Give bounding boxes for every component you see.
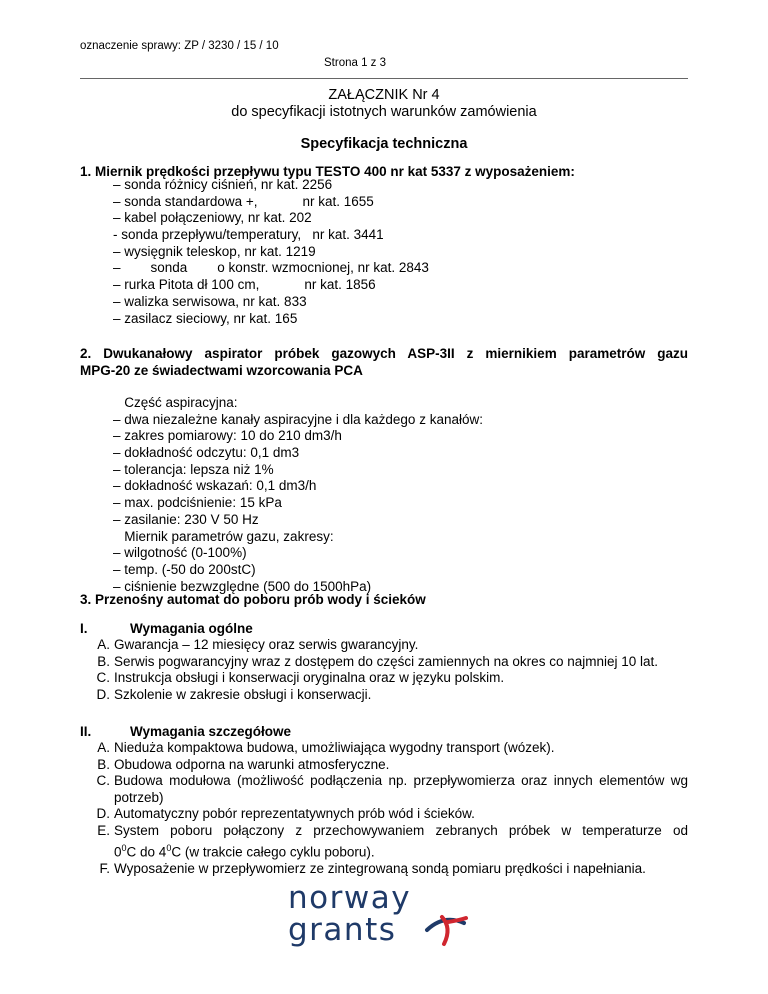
- list-item: – sonda standardowa +, nr kat. 1655: [113, 193, 374, 209]
- list-item: – ciśnienie bezwzględne (500 do 1500hPa): [113, 578, 372, 594]
- list-item: – wilgotność (0-100%): [113, 545, 247, 561]
- list-item: – zakres pomiarowy: 10 do 210 dm3/h: [113, 428, 342, 444]
- item-letter: F.: [99, 860, 110, 876]
- list-item: – dwa niezależne kanały aspiracyjne i dla każdego z kanałów:: [113, 411, 483, 427]
- degree-superscript: 0: [121, 842, 127, 853]
- item-letter: B.: [97, 756, 110, 772]
- item-letter: C.: [96, 773, 110, 789]
- item-text: Nieduża kompaktowa budowa, umożliwiająca wygodny transport (wózek).: [114, 740, 555, 755]
- list-item: Część aspiracyjna:: [113, 395, 238, 410]
- temperature-end-text: C (w trakcie całego cyklu poboru).: [171, 844, 375, 860]
- degree-superscript: 0: [166, 842, 172, 853]
- list-item: – sonda różnicy ciśnień, nr kat. 2256: [113, 177, 333, 192]
- list-item: [80, 654, 688, 671]
- list-item: [80, 687, 688, 704]
- list-item: [80, 740, 688, 757]
- list-item: – dokładność wskazań: 0,1 dm3/h: [113, 478, 317, 494]
- list-item: [80, 806, 688, 823]
- list-item: – dokładność odczytu: 0,1 dm3: [113, 445, 300, 461]
- list-item: [80, 670, 688, 687]
- list-item: – rurka Pitota dł 100 cm, nr kat. 1856: [113, 277, 376, 293]
- logo-red-swoosh: [442, 917, 466, 944]
- item-letter: A.: [97, 740, 110, 755]
- item-letter: D.: [96, 806, 110, 822]
- list-item: – temp. (-50 do 200stC): [113, 561, 256, 577]
- list-item: – max. podciśnienie: 15 kPa: [113, 495, 282, 511]
- item-text: Gwarancja – 12 miesięcy oraz serwis gwarancyjny.: [114, 637, 419, 652]
- list-item: – wysięgnik teleskop, nr kat. 1219: [113, 243, 316, 259]
- item-text: Wyposażenie w przepływomierz ze zintegrowaną sondą pomiaru prędkości i napełniania.: [114, 860, 646, 876]
- list-item: [80, 637, 688, 654]
- list-item: – zasilacz sieciowy, nr kat. 165: [113, 310, 298, 326]
- logo-mark-icon: [427, 917, 466, 944]
- section-2-heading-line-2: MPG-20 ze świadectwami wzorcowania PCA: [80, 363, 363, 378]
- item-text: Serwis pogwarancyjny wraz z dostępem do części zamiennych na okres co najmniej 10 lat.: [114, 653, 659, 669]
- section-2-heading-line-1: 2. Dwukanałowy aspirator próbek gazowych ASP-3II z miernikiem parametrów gazu: [80, 346, 688, 361]
- header-divider: [80, 78, 688, 79]
- section-1-heading: 1. Miernik prędkości przepływu typu TESTO 400 nr kat 5337 z wyposażeniem:: [80, 164, 575, 179]
- temperature-low-value: 0: [114, 844, 122, 860]
- list-item: – walizka serwisowa, nr kat. 833: [113, 293, 307, 309]
- item-text-line-2: [114, 840, 688, 861]
- section-2-list: [113, 395, 483, 595]
- item-letter: D.: [96, 686, 110, 702]
- list-item: [80, 757, 688, 774]
- list-item: – zasilanie: 230 V 50 Hz: [113, 511, 259, 527]
- case-reference: oznaczenie sprawy: ZP / 3230 / 15 / 10: [80, 40, 279, 52]
- item-text: Instrukcja obsługi i konserwacji oryginalna oraz w języku polskim.: [114, 670, 505, 686]
- section-1-list: [113, 177, 429, 327]
- part-2-title: Wymagania szczegółowe: [130, 724, 292, 739]
- item-letter: C.: [96, 670, 110, 686]
- item-letter: B.: [97, 653, 110, 669]
- list-item: [80, 861, 688, 878]
- item-text: Szkolenie w zakresie obsługi i konserwacji.: [114, 686, 372, 702]
- page-number: Strona 1 z 3: [324, 57, 387, 69]
- list-item: - sonda przepływu/temperatury, nr kat. 3441: [113, 227, 384, 243]
- annex-title: ZAŁĄCZNIK Nr 4: [328, 87, 440, 103]
- item-text-line-1: System poboru połączony z przechowywaniem zebranych próbek w temperaturze od: [114, 822, 688, 838]
- item-text: Automatyczny pobór reprezentatywnych prób wód i ścieków.: [114, 806, 475, 822]
- list-item: – tolerancja: lepsza niż 1%: [113, 461, 274, 477]
- temperature-mid-text: C do 4: [126, 844, 167, 860]
- item-text: Budowa modułowa (możliwość podłączenia np. przepływomierza oraz innych elementów wg potrzeb): [114, 773, 688, 805]
- item-text: Obudowa odporna na warunki atmosferyczne.: [114, 756, 390, 772]
- list-item: Miernik parametrów gazu, zakresy:: [113, 528, 334, 544]
- part-2-list: [80, 740, 688, 877]
- part-1-list: [80, 637, 688, 703]
- item-letter: E.: [97, 822, 110, 838]
- logo-text-norway: norway: [288, 880, 412, 916]
- annex-subtitle: do specyfikacji istotnych warunków zamówienia: [231, 104, 537, 120]
- list-item: – kabel połączeniowy, nr kat. 202: [113, 210, 312, 226]
- part-1-title: Wymagania ogólne: [130, 621, 253, 636]
- page-title: Specyfikacja techniczna: [300, 136, 468, 152]
- part-1-numeral: I.: [80, 621, 88, 636]
- logo-text-grants: grants: [288, 912, 397, 948]
- item-letter: A.: [97, 637, 110, 652]
- norway-grants-logo: [284, 878, 484, 948]
- list-item: [80, 823, 688, 861]
- section-3-heading: 3. Przenośny automat do poboru prób wody i ścieków: [80, 592, 426, 607]
- part-2-numeral: II.: [80, 724, 92, 739]
- list-item: [80, 773, 688, 806]
- list-item: – sonda o konstr. wzmocnionej, nr kat. 2843: [113, 260, 429, 276]
